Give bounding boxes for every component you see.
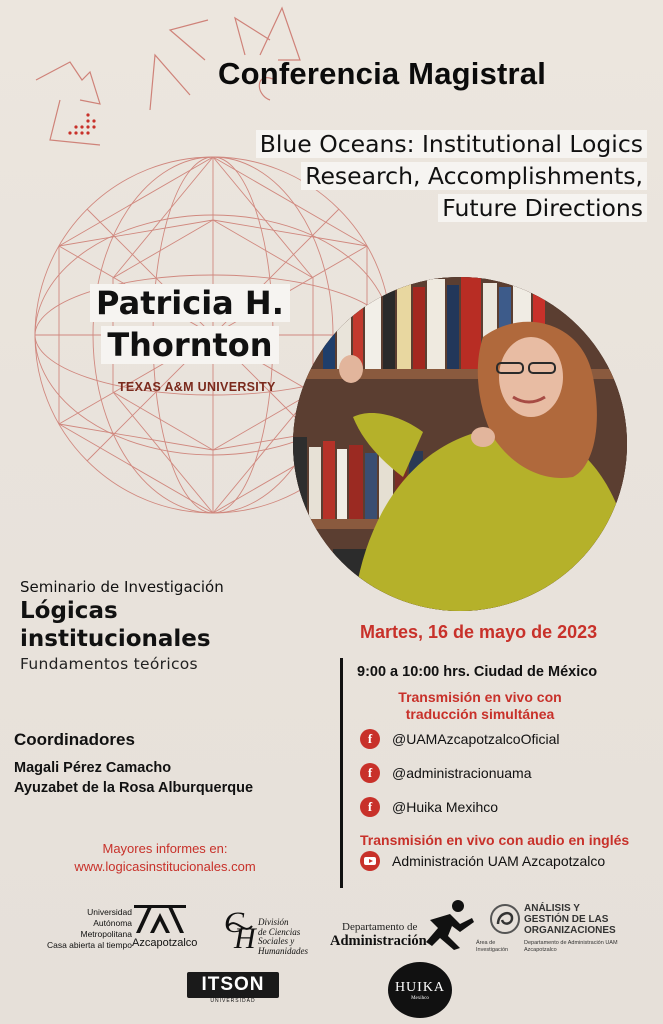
stream-english-note: Transmisión en vivo con audio en inglés [360, 832, 630, 848]
speaker-photo [293, 277, 627, 611]
youtube-link[interactable] [360, 851, 605, 871]
ago-text-line: ORGANIZACIONES [524, 925, 616, 936]
uam-campus: Azcapotzalco [132, 937, 198, 949]
more-info-url[interactable]: www.logicasinstitucionales.com [74, 859, 256, 874]
speaker-name-line: Thornton [101, 326, 278, 364]
event-time: 9:00 a 10:00 hrs. Ciudad de México [357, 664, 598, 680]
itson-logo-subtext: UNIVERSIDAD [210, 998, 256, 1004]
divider-line [340, 658, 343, 888]
facebook-icon: f [360, 797, 380, 817]
speaker-photo-illustration [293, 277, 627, 611]
seminar-subtitle: Fundamentos teóricos [20, 655, 198, 673]
huika-logo-subtext: Mexihco [411, 995, 429, 1001]
huika-logo-text: HUIKA [394, 979, 446, 995]
youtube-channel-name: Administración UAM Azcapotzalco [392, 853, 606, 869]
youtube-icon [360, 851, 380, 871]
uam-text-line: Casa abierta al tiempo [46, 940, 132, 950]
event-type-heading: Conferencia Magistral [218, 56, 547, 91]
uam-text-line: Universidad [87, 907, 132, 917]
ago-note-line: Área de [476, 940, 496, 946]
more-info-label: Mayores informes en: [102, 841, 228, 856]
itson-logo [187, 972, 279, 998]
speaker-name [90, 282, 290, 366]
coordinator-name: Ayuzabet de la Rosa Alburquerque [14, 780, 254, 796]
seminar-title-line: Lógicas [20, 598, 118, 624]
social-link-administracion[interactable] [360, 763, 532, 783]
ago-logo-icon [488, 902, 522, 936]
csh-text-line: División [258, 917, 289, 927]
seminar-label: Seminario de Investigación [20, 578, 224, 596]
ago-note-line: Investigación [476, 946, 509, 953]
csh-text-line: Sociales y [258, 936, 295, 946]
social-handle: @Huika Mexihco [392, 799, 499, 815]
talk-title-line: Blue Oceans: Institutional Logics [256, 130, 647, 158]
seminar-title [20, 597, 280, 653]
dept-logo-line2: Administración [330, 933, 427, 949]
huika-logo [388, 962, 452, 1018]
csh-text-line: de Ciencias [258, 926, 301, 937]
ago-logo-text [524, 903, 616, 936]
svg-text:C: C [224, 906, 245, 939]
social-handle: @UAMAzcapotzalcoOficial [392, 731, 560, 747]
social-link-uam[interactable] [360, 729, 560, 749]
event-date: Martes, 16 de mayo de 2023 [360, 622, 598, 642]
itson-logo-text: ITSON [201, 974, 265, 995]
facebook-icon: f [360, 729, 380, 749]
ago-logo-dept-note: Departamento de Administración UAM Azcapotzalco [524, 940, 618, 953]
facebook-icon: f [360, 763, 380, 783]
speaker-name-line: Patricia H. [90, 284, 290, 322]
seminar-title-line: institucionales [20, 626, 211, 652]
talk-title-line: Future Directions [438, 194, 647, 222]
csh-logo-icon [222, 906, 258, 950]
stream-translation-note [375, 689, 585, 723]
speaker-affiliation: TEXAS A&M UNIVERSITY [118, 380, 276, 394]
svg-text:H: H [234, 922, 256, 950]
talk-title-line: Research, Accomplishments, [301, 162, 647, 190]
ago-logo-note [476, 940, 508, 953]
csh-text-line: Humanidades [258, 945, 308, 956]
coordinator-name: Magali Pérez Camacho [14, 760, 172, 776]
uam-logo-icon [134, 905, 186, 935]
csh-logo-text [258, 918, 318, 956]
stream-translation-line: traducción simultánea [405, 706, 555, 722]
social-handle: @administracionuama [392, 765, 532, 781]
runner-logo-icon [420, 898, 476, 950]
more-info [60, 840, 270, 876]
social-link-huika[interactable] [360, 797, 498, 817]
talk-title [187, 128, 647, 224]
uam-text-line: Metropolitana [80, 929, 132, 939]
dept-logo-line1: Departamento de [342, 921, 418, 933]
ago-text-line: ANÁLISIS Y [524, 903, 580, 914]
stream-translation-line: Transmisión en vivo con [398, 689, 562, 705]
ago-text-line: GESTIÓN DE LAS [524, 914, 609, 925]
uam-logo-text [46, 907, 132, 951]
coordinators-heading: Coordinadores [14, 730, 135, 749]
uam-text-line: Autónoma [93, 918, 132, 928]
